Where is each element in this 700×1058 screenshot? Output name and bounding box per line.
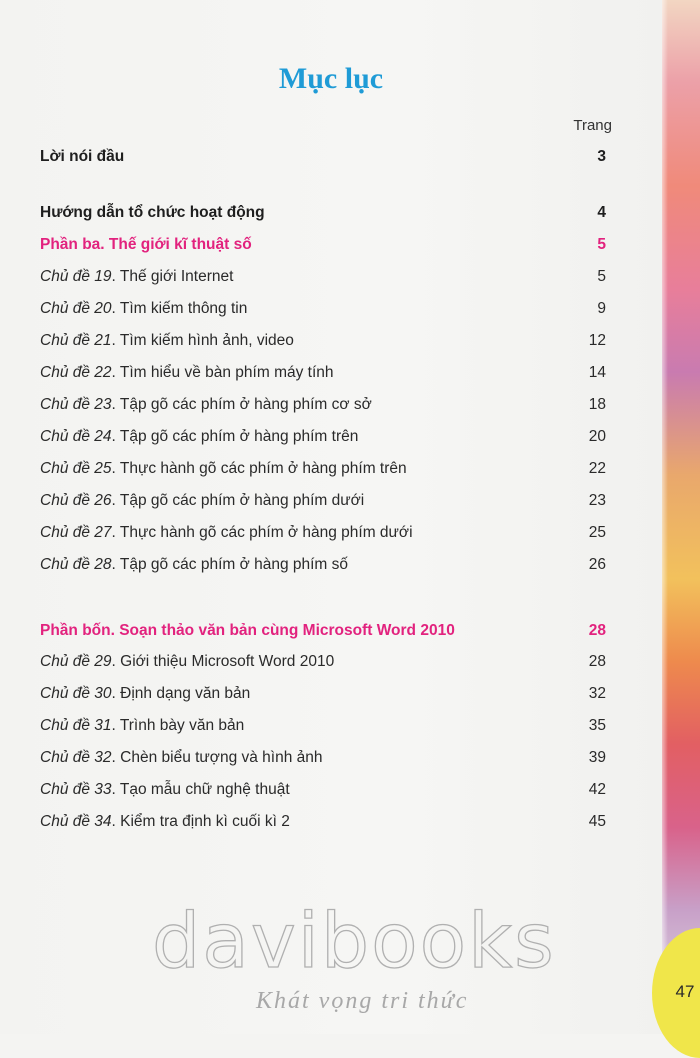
entry-page: 28 [588, 622, 606, 639]
page-number: 47 [675, 982, 695, 1001]
entry-label: Hướng dẫn tổ chức hoạt động [40, 204, 265, 221]
toc-title: Mục lục [278, 62, 384, 95]
entry-page: 9 [597, 300, 606, 317]
topic-title: . Thực hành gõ các phím ở hàng phím trên [111, 460, 407, 477]
part-heading: Phần ba. Thế giới kĩ thuật số [40, 236, 252, 253]
toc-entry-topic-26 [40, 490, 606, 512]
entry-page: 35 [588, 717, 606, 734]
toc-entry-guide [40, 202, 606, 224]
topic-title: . Định dạng văn bản [111, 685, 251, 702]
topic-number: Chủ đề 24 [40, 428, 112, 445]
topic-title: . Tập gõ các phím ở hàng phím cơ sở [111, 396, 372, 413]
entry-page: 45 [588, 813, 606, 830]
topic-title: . Tạo mẫu chữ nghệ thuật [111, 781, 290, 798]
entry-page: 26 [588, 556, 606, 573]
entry-page: 22 [588, 460, 606, 477]
entry-page: 20 [588, 428, 606, 445]
toc-entry-topic-20 [40, 298, 606, 320]
topic-number: Chủ đề 29 [40, 653, 112, 670]
topic-number: Chủ đề 31 [40, 717, 112, 734]
topic-title: . Tìm kiếm thông tin [111, 300, 248, 317]
topic-title: . Chèn biểu tượng và hình ảnh [111, 749, 323, 766]
toc-entry-topic-23 [40, 394, 606, 416]
toc-entry-topic-24 [40, 426, 606, 448]
topic-title: . Thực hành gõ các phím ở hàng phím dưới [111, 524, 413, 541]
topic-title: . Giới thiệu Microsoft Word 2010 [111, 653, 335, 670]
entry-label: Lời nói đầu [40, 148, 125, 165]
toc-entry-topic-29 [40, 651, 606, 673]
toc-entry-topic-33 [40, 779, 606, 801]
topic-number: Chủ đề 26 [40, 492, 112, 509]
entry-page: 5 [597, 268, 606, 285]
topic-title: . Tìm hiểu về bàn phím máy tính [111, 364, 334, 381]
entry-page: 14 [588, 364, 606, 381]
entry-page: 12 [588, 332, 606, 349]
toc-entry-topic-34 [40, 811, 606, 833]
toc-entry-topic-32 [40, 747, 606, 769]
topic-title: . Thế giới Internet [111, 268, 234, 285]
entry-page: 32 [588, 685, 606, 702]
topic-title: . Trình bày văn bản [111, 717, 245, 734]
entry-page: 18 [588, 396, 606, 413]
topic-number: Chủ đề 23 [40, 396, 112, 413]
toc-entry-topic-28 [40, 554, 606, 576]
topic-number: Chủ đề 25 [40, 460, 112, 477]
topic-number: Chủ đề 34 [40, 813, 112, 830]
toc-entry-topic-25 [40, 458, 606, 480]
topic-number: Chủ đề 32 [40, 749, 112, 766]
entry-page: 28 [588, 653, 606, 670]
entry-page: 4 [597, 204, 606, 221]
topic-number: Chủ đề 20 [40, 300, 112, 317]
topic-number: Chủ đề 33 [40, 781, 112, 798]
entry-page: 25 [588, 524, 606, 541]
topic-number: Chủ đề 28 [40, 556, 112, 573]
watermark-slogan: Khát vọng tri thức [256, 988, 469, 1014]
entry-page: 23 [588, 492, 606, 509]
toc-part-four [40, 620, 606, 642]
topic-title: . Tìm kiếm hình ảnh, video [111, 332, 294, 349]
entry-page: 39 [588, 749, 606, 766]
toc-entry-topic-30 [40, 683, 606, 705]
entry-page: 42 [588, 781, 606, 798]
toc-entry-topic-27 [40, 522, 606, 544]
toc-entry-preface [40, 146, 606, 168]
topic-number: Chủ đề 19 [40, 268, 112, 285]
part-heading: Phần bốn. Soạn thảo văn bản cùng Microsoft Word 2010 [40, 622, 455, 639]
toc-entry-topic-22 [40, 362, 606, 384]
topic-title: . Tập gõ các phím ở hàng phím trên [111, 428, 359, 445]
topic-title: . Kiểm tra định kì cuối kì 2 [111, 813, 290, 830]
page-edge-decoration [662, 0, 700, 1034]
topic-number: Chủ đề 27 [40, 524, 112, 541]
topic-number: Chủ đề 21 [40, 332, 112, 349]
topic-title: . Tập gõ các phím ở hàng phím số [111, 556, 349, 573]
watermark-brand: davibooks [152, 896, 556, 985]
toc-part-three [40, 234, 606, 256]
toc-entry-topic-19 [40, 266, 606, 288]
topic-title: . Tập gõ các phím ở hàng phím dưới [111, 492, 365, 509]
topic-number: Chủ đề 30 [40, 685, 112, 702]
toc-entry-topic-21 [40, 330, 606, 352]
entry-page: 3 [597, 148, 606, 165]
entry-page: 5 [597, 236, 606, 253]
topic-number: Chủ đề 22 [40, 364, 112, 381]
page-column-label: Trang [573, 117, 612, 134]
toc-entry-topic-31 [40, 715, 606, 737]
